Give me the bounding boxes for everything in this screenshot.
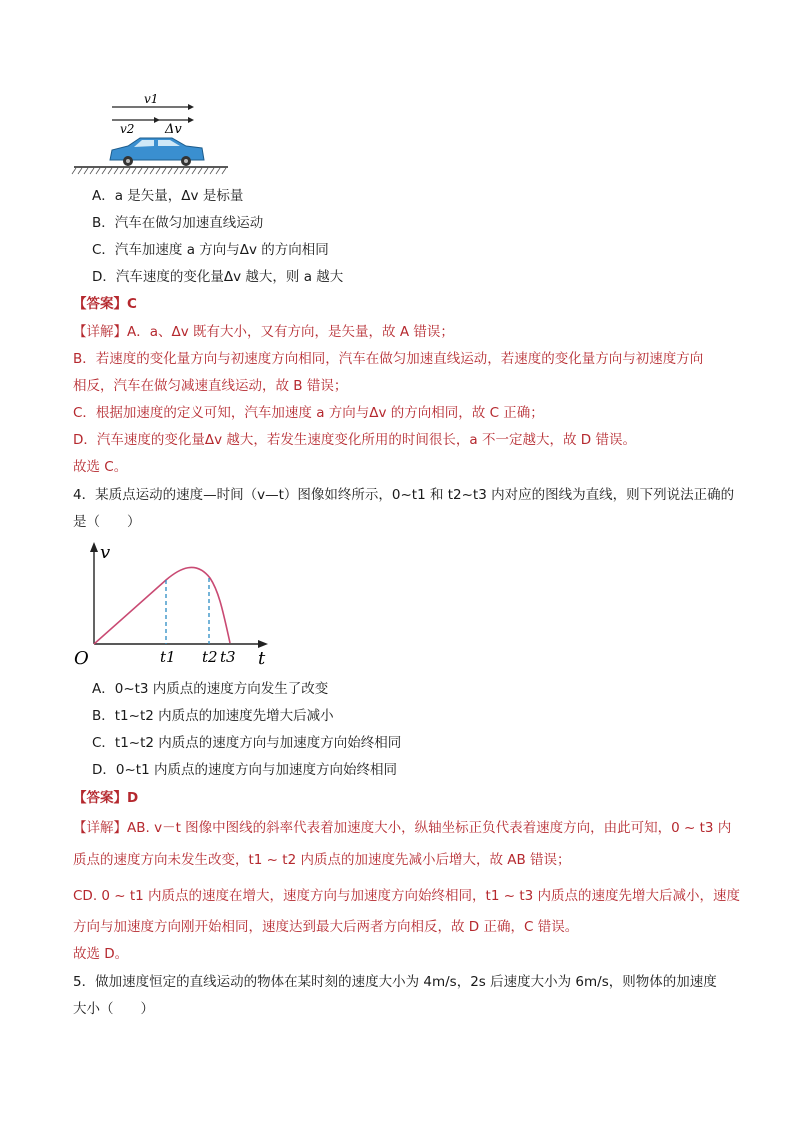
q4-option-a: A．0~t3 内质点的速度方向发生了改变 [92, 681, 329, 697]
answer-value: C [127, 296, 137, 312]
q3-option-a: A．a 是矢量，Δv 是标量 [92, 188, 244, 204]
q3-option-d: D．汽车速度的变化量Δv 越大，则 a 越大 [92, 269, 344, 285]
q4-conclusion: 故选 D。 [73, 946, 129, 962]
q4-stem-line: 是（ ） [73, 514, 141, 530]
answer-tag: 【答案】 [73, 296, 127, 312]
q3-detail-line: B．若速度的变化量方向与初速度方向相同，汽车在做匀加速直线运动，若速度的变化量方向与初速度方向 [73, 351, 704, 367]
q4-detail-line: 方向与加速度方向刚开始相同，速度达到最大后两者方向相反，故 D 正确，C 错误。 [73, 919, 579, 935]
t1-label: t1 [160, 648, 176, 666]
answer-tag: 【答案】 [73, 790, 127, 806]
car-velocity-figure [70, 90, 235, 180]
q3-detail-line: D．汽车速度的变化量Δv 越大，若发生速度变化所用的时间很长，a 不一定越大，故 D 错误。 [73, 432, 636, 448]
q4-detail-line: 【详解】AB. v－t 图像中图线的斜率代表着加速度大小，纵轴坐标正负代表着速度方向，由此可知，0 ~ t3 内 [73, 820, 732, 836]
q3-detail-line: 【详解】A．a、Δv 既有大小，又有方向，是矢量，故 A 错误； [73, 324, 454, 340]
axis-y-label: v [100, 542, 111, 563]
q3-option-c: C．汽车加速度 a 方向与Δv 的方向相同 [92, 242, 329, 258]
origin-label: O [74, 648, 89, 669]
q4-option-b: B．t1~t2 内质点的加速度先增大后减小 [92, 708, 334, 724]
axis-x-label: t [258, 648, 266, 669]
q4-detail-line: CD. 0 ~ t1 内质点的速度在增大，速度方向与加速度方向始终相同，t1 ~ t3 内质点的速度先增大后减小，速度 [73, 888, 741, 904]
v2-label: v2 [120, 122, 135, 136]
q5-stem-line: 大小（ ） [73, 1001, 154, 1017]
q5-stem-line: 5．做加速度恒定的直线运动的物体在某时刻的速度大小为 4m/s，2s 后速度大小为 6m/s，则物体的加速度 [73, 974, 717, 990]
q3-detail-line: C．根据加速度的定义可知，汽车加速度 a 方向与Δv 的方向相同，故 C 正确； [73, 405, 544, 421]
t3-label: t3 [220, 648, 236, 666]
q4-answer [73, 788, 138, 808]
q3-conclusion: 故选 C。 [73, 459, 128, 475]
q3-detail-line: 相反，汽车在做匀减速直线运动，故 B 错误； [73, 378, 348, 394]
q4-detail-line: 质点的速度方向未发生改变，t1 ~ t2 内质点的加速度先减小后增大，故 AB 错误； [73, 852, 571, 868]
q4-stem-line: 4．某质点运动的速度—时间（v—t）图像如终所示，0~t1 和 t2~t3 内对应的图线为直线，则下列说法正确的 [73, 487, 735, 503]
q4-option-d: D．0~t1 内质点的速度方向与加速度方向始终相同 [92, 762, 397, 778]
q4-option-c: C．t1~t2 内质点的速度方向与加速度方向始终相同 [92, 735, 402, 751]
q3-answer [73, 294, 137, 314]
velocity-time-graph [70, 540, 285, 672]
v1-label: v1 [144, 92, 159, 106]
q3-option-b: B．汽车在做匀加速直线运动 [92, 215, 264, 231]
t2-label: t2 [202, 648, 218, 666]
answer-value: D [127, 790, 139, 806]
dv-label: Δv [165, 122, 182, 137]
